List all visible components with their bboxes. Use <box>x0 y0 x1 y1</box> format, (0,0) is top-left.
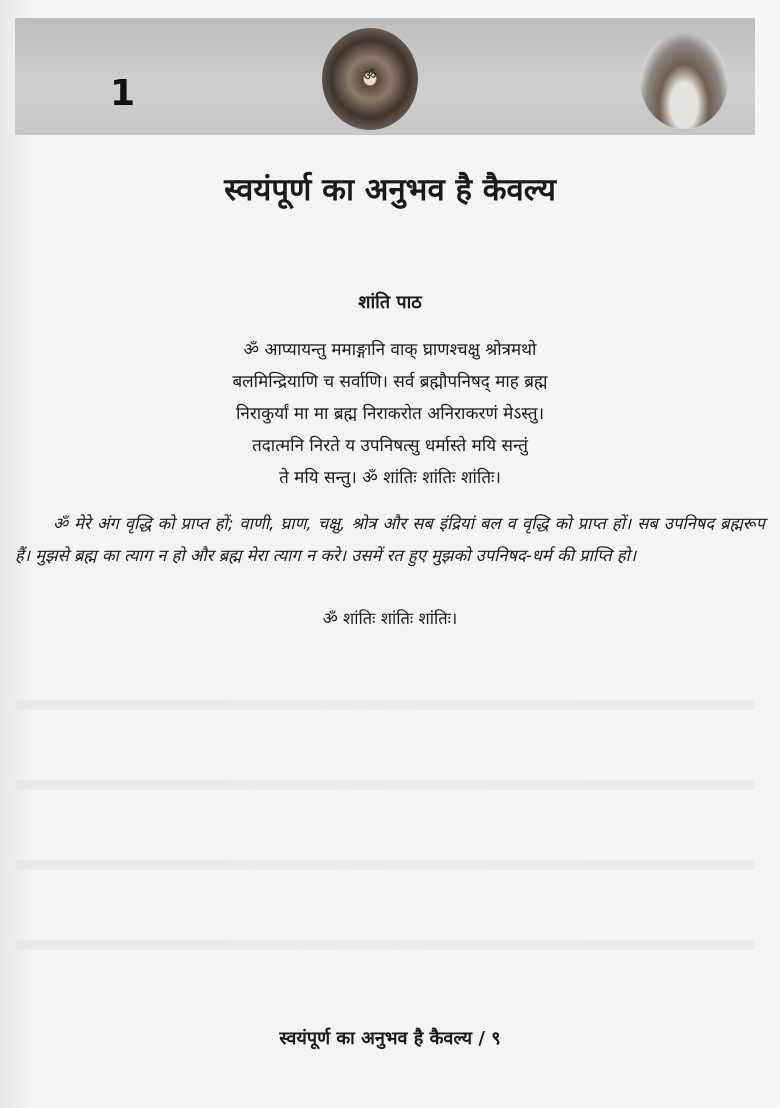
sanskrit-verse <box>0 334 780 494</box>
author-portrait-image <box>640 33 728 129</box>
om-symbol: ॐ <box>363 68 377 84</box>
page-footer: स्वयंपूर्ण का अनुभव है कैवल्य / ९ <box>279 1028 501 1049</box>
bleed-through-line <box>15 940 755 950</box>
verse-line: निराकुर्यां मा मा ब्रह्म निराकरोत अनिराकरणं मेऽस्तु। <box>235 404 545 424</box>
verse-line: ते मयि सन्तु। ॐ शांतिः शांतिः शांतिः। <box>279 468 501 488</box>
verse-line: ॐ आप्यायन्तु ममाङ्गानि वाक् घ्राणश्चक्षु श्रोत्रमथो <box>243 340 537 360</box>
chapter-title: स्वयंपूर्ण का अनुभव है कैवल्य <box>224 172 556 208</box>
bleed-through-line <box>15 780 755 790</box>
bleed-through-line <box>15 700 755 710</box>
flower-emblem-image <box>322 28 418 130</box>
translation-paragraph <box>15 508 765 572</box>
closing-line: ॐ शांतिः शांतिः शांतिः। <box>322 609 458 628</box>
section-heading: शांति पाठ <box>358 292 422 313</box>
verse-line: बलमिन्द्रियाणि च सर्वाणि। सर्व ब्रह्मौपनिषद् माह ब्रह्म <box>232 372 548 392</box>
verse-line: तदात्मनि निरते य उपनिषत्सु धर्मास्ते मयि सन्तुं <box>252 436 528 456</box>
bleed-through-line <box>15 860 755 870</box>
translation-text: ॐ मेरे अंग वृद्धि को प्राप्त हों; वाणी, घ्राण, चक्षु, श्रोत्र और सब इंद्रियां बल व वृद्धि को प्राप्त हों। सब उपनिषद ब्रह्मरूप हैं। मुझसे ब्रह्म का त्याग न हो और ब्रह्म मेरा त्याग न करे। उसमें रत हुए मुझको उपनिषद-धर्म की प्राप्ति हो। <box>15 514 765 565</box>
chapter-number: 1 <box>110 73 136 114</box>
